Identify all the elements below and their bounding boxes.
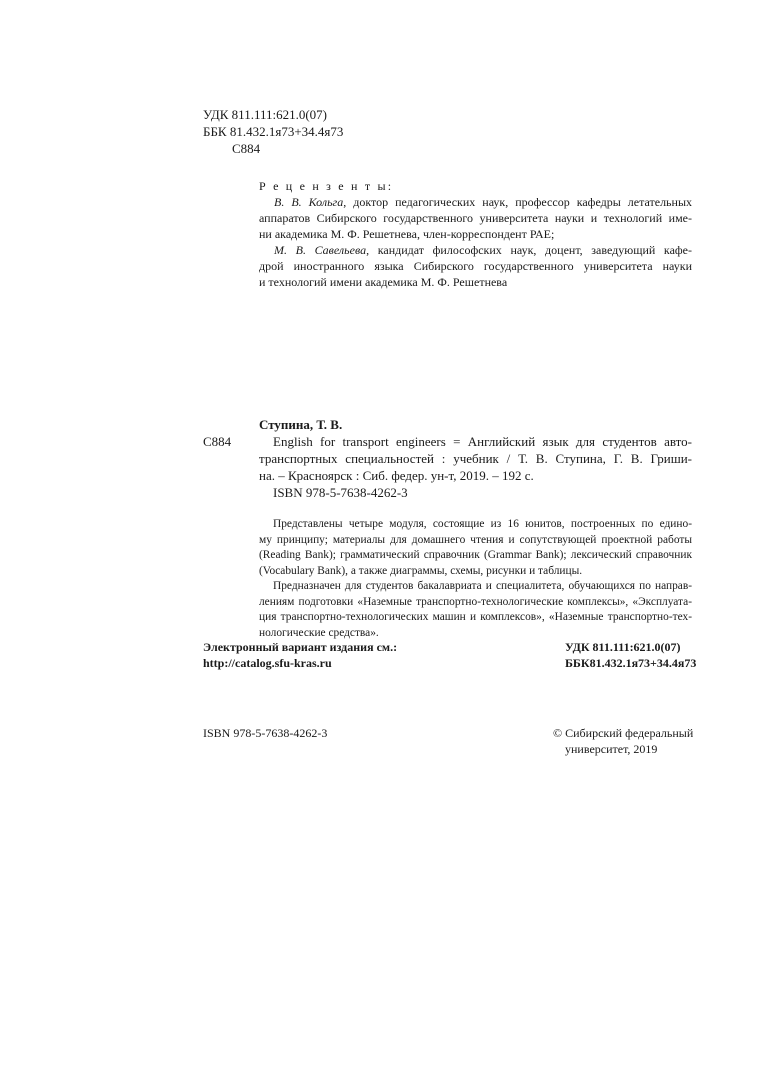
reviewer-1-name: В. В. Кольга	[274, 195, 344, 209]
reviewer-1-first-line	[259, 194, 692, 210]
catalog-description	[259, 433, 692, 501]
annotation-line: му принципу; материалы для домашнего чтения и сопутствующей проектной работы	[259, 533, 692, 546]
catalog-author-heading: Ступина, Т. В.	[259, 417, 343, 432]
author-sign-top: С884	[232, 141, 261, 156]
electronic-label: Электронный вариант издания см.:	[203, 640, 398, 654]
bbk-code-bottom: ББК81.432.1я73+34.4я73	[565, 656, 697, 670]
catalog-isbn: ISBN 978-5-7638-4262-3	[273, 485, 408, 500]
annotation-line: Предназначен для студентов бакалавриата и специалитета, обучающихся по направ-	[273, 580, 692, 592]
reviewer-1-line: , доктор педагогических наук, профессор кафедры летательных	[343, 195, 693, 209]
udk-code-bottom: УДК 811.111:621.0(07)	[565, 640, 681, 654]
annotation-line: Представлены четыре модуля, состоящие из 16 юнитов, построенных по едино-	[273, 518, 692, 530]
reviewer-1-line: ни академика М. Ф. Решетнева, член-корреспондент РАЕ;	[259, 227, 555, 241]
reviewer-1	[259, 194, 692, 242]
catalog-line: English for transport engineers = Английский язык для студентов авто-	[273, 434, 692, 449]
reviewer-2-line: и технологий имени академика М. Ф. Решетнева	[259, 275, 508, 289]
copyright-line-1: © Сибирский федеральный	[553, 726, 694, 740]
catalog-line: на. – Красноярск : Сиб. федер. ун-т, 2019. – 192 с.	[259, 468, 534, 483]
author-sign-catalog: С884	[203, 434, 232, 449]
reviewer-2-line: дрой иностранного языка Сибирского государственного университета науки	[259, 259, 692, 273]
catalog-line: транспортных специальностей : учебник / Т. В. Ступина, Г. В. Гриши-	[259, 451, 692, 466]
reviewers-heading: Р е ц е н з е н т ы:	[259, 179, 394, 193]
annotation-line: нологические средства».	[259, 626, 379, 639]
annotation-line: (Reading Bank); грамматический справочник (Grammar Bank); лексический справочник	[259, 549, 692, 561]
annotation-line: лениям подготовки «Наземные транспортно-технологические комплексы», «Эксплуата-	[259, 595, 692, 608]
annotation-line: ция транспортно-технологических машин и комплексов», «Наземные транспортно-тех-	[259, 611, 692, 623]
annotation	[259, 517, 692, 641]
reviewer-2-name: М. В. Савельева	[274, 243, 367, 257]
footer-isbn: ISBN 978-5-7638-4262-3	[203, 726, 328, 740]
reviewer-2-first-line	[259, 242, 692, 258]
bbk-code: ББК 81.432.1я73+34.4я73	[203, 124, 344, 139]
reviewer-2-line: , кандидат философских наук, доцент, заведующий кафе-	[366, 243, 692, 257]
copyright-line-2: университет, 2019	[565, 742, 658, 756]
annotation-line: (Vocabulary Bank), а также диаграммы, схемы, рисунки и таблицы.	[259, 564, 583, 577]
udk-code: УДК 811.111:621.0(07)	[203, 107, 328, 122]
reviewer-2	[259, 242, 692, 290]
catalog-url-link[interactable]: http://catalog.sfu-kras.ru	[203, 656, 332, 670]
reviewer-1-line: аппаратов Сибирского государственного университета науки и технологий име-	[259, 211, 692, 225]
